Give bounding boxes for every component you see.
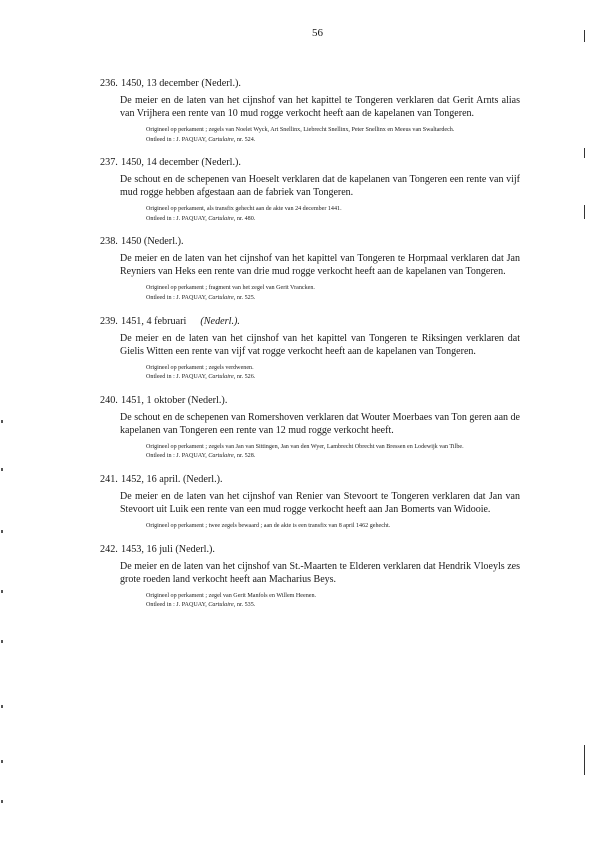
- entry-heading: [100, 156, 530, 169]
- entry-date: 1452, 16 april. (Nederl.).: [121, 473, 223, 485]
- source-note: Origineel op perkament ; fragment van het zegel van Gerit Vrancken.: [146, 285, 315, 292]
- scan-speck: [1, 530, 3, 533]
- edition-title: Cartulaire: [208, 294, 234, 301]
- edition-title: Cartulaire: [208, 453, 234, 460]
- list-item: [100, 473, 530, 532]
- edition-prefix: Ontleed in : J. PAQUAY,: [146, 602, 209, 609]
- list-item: [100, 394, 530, 462]
- entry-note: [146, 443, 526, 462]
- edition-prefix: Ontleed in : J. PAQUAY,: [146, 136, 209, 143]
- page-number: 56: [312, 27, 323, 39]
- scan-edge-marks: [584, 0, 588, 842]
- entry-note: [146, 592, 526, 611]
- entry-heading: [100, 543, 530, 556]
- entry-note: [146, 364, 526, 383]
- edition-reference: [146, 215, 526, 225]
- entry-summary: De meier en de laten van het cijnshof van het kapittel te Tongeren verklaren dat Gerit Arnts alias van Vrijhera een rente van 10 mud rogge verkocht heeft aan de kapelanen van Tongeren.: [120, 95, 520, 119]
- list-item: [100, 543, 530, 611]
- source-note: Origineel op perkament ; twee zegels bewaard ; aan de akte is een transfix van 8 april 1462 gehecht.: [146, 522, 391, 529]
- edition-reference: [146, 601, 526, 611]
- edition-suffix: , nr. 480.: [233, 215, 256, 222]
- source-note: Origineel op perkament ; zegel van Gerit Manfols en Willem Heenen.: [146, 592, 317, 599]
- scan-speck: [1, 420, 3, 423]
- entry-number: 238.: [100, 236, 118, 248]
- entry-note: [146, 126, 526, 145]
- entry-date: 1450, 13 december (Nederl.).: [121, 78, 241, 89]
- edition-suffix: , nr. 535.: [233, 602, 256, 609]
- entry-note: [146, 205, 526, 224]
- list-item: [100, 315, 530, 383]
- entry-number: 239.: [100, 315, 118, 327]
- entry-heading: [100, 473, 530, 486]
- scan-speck: [1, 705, 3, 708]
- edition-prefix: Ontleed in : J. PAQUAY,: [146, 215, 209, 222]
- edition-title: Cartulaire: [208, 374, 234, 381]
- entry-summary: De meier en de laten van het cijnshof van het kapittel van Tongeren te Horpmaal verklaren dat Jan Reyniers van Heks een rente van drie mud rogge verkocht heeft aan de kapelanen van Tongeren.: [120, 253, 520, 278]
- scan-mark: [584, 30, 585, 42]
- entry-number: 240.: [100, 394, 118, 406]
- list-item: [100, 156, 530, 224]
- entry-summary: De schout en de schepenen van Romershoven verklaren dat Wouter Moerbaes van Ton geren aan de kapelanen van Tongeren een rente van 12 mud rogge verkocht heeft.: [120, 411, 520, 436]
- entry-date: 1450, 14 december (Nederl.).: [121, 157, 241, 169]
- entry-summary: De meier en de laten van het cijnshof van Renier van Stevoort te Tongeren verklaren dat Jan van Stevoort uit Luik een rente van een mud rogge verkocht heeft aan Jan Bomerts van Widooie.: [120, 490, 520, 515]
- edition-title: Cartulaire: [208, 602, 234, 609]
- scan-left-edge-noise: [0, 0, 8, 842]
- source-note: Origineel op perkament, als transfix gehecht aan de akte van 24 december 1441.: [146, 206, 342, 213]
- entry-date: 1450 (Nederl.).: [121, 236, 184, 248]
- entry-summary: De schout en de schepenen van Hoeselt verklaren dat de kapelanen van Tongeren een rente van vijf mud rogge hebben afgestaan aan de fabriek van Tongeren.: [120, 174, 520, 199]
- entry-summary: De meier en de laten van het cijnshof van het kapittel van Tongeren te Riksingen verklaren dat Gielis Witten een rente van vijf vat rogge verkocht heeft aan de kapelanen van Tongeren.: [120, 332, 520, 357]
- edition-reference: [146, 294, 526, 304]
- entry-list: [100, 77, 530, 622]
- edition-prefix: Ontleed in : J. PAQUAY,: [146, 453, 209, 460]
- scan-speck: [1, 800, 3, 803]
- edition-reference: [146, 373, 526, 383]
- edition-suffix: , nr. 524.: [233, 136, 256, 143]
- source-note: Origineel op perkament ; zegels van Noelet Wyck, Art Snellinx, Liebrecht Snellinx, Peter Snellinx en Meeus van Swaltardech.: [146, 127, 455, 133]
- edition-reference: [146, 452, 526, 462]
- scan-speck: [1, 640, 3, 643]
- scan-speck: [1, 590, 3, 593]
- edition-prefix: Ontleed in : J. PAQUAY,: [146, 374, 209, 381]
- scan-speck: [1, 760, 3, 763]
- entry-heading: [100, 315, 530, 328]
- edition-title: Cartulaire: [208, 136, 234, 143]
- entry-number: 241.: [100, 473, 118, 485]
- edition-title: Cartulaire: [208, 215, 234, 222]
- edition-prefix: Ontleed in : J. PAQUAY,: [146, 294, 209, 301]
- edition-suffix: , nr. 526.: [233, 374, 256, 381]
- scan-speck: [1, 468, 3, 471]
- entry-note: [146, 522, 526, 532]
- entry-summary: De meier en de laten van het cijnshof van St.-Maarten te Elderen verklaren dat Hendrik Vloeyls zes grote roeden land verkocht heeft aan Macharius Beys.: [120, 560, 520, 585]
- entry-date: 1451, 4 februari: [121, 315, 187, 327]
- edition-suffix: , nr. 528.: [233, 453, 256, 460]
- scan-mark: [584, 205, 585, 219]
- entry-language: (Nederl.).: [200, 315, 240, 327]
- scan-mark: [584, 148, 585, 158]
- entry-number: 242.: [100, 543, 118, 555]
- entry-heading: [100, 77, 530, 90]
- edition-suffix: , nr. 525.: [233, 294, 256, 301]
- scan-mark: [584, 745, 585, 775]
- entry-date: 1453, 16 juli (Nederl.).: [121, 543, 215, 555]
- entry-heading: [100, 235, 530, 248]
- source-note: Origineel op perkament ; zegels van Jan van Sittingen, Jan van den Wyer, Lambrecht Obrecht van Bressen en Lodewijk van Tilbe.: [146, 443, 464, 450]
- list-item: [100, 235, 530, 303]
- edition-reference: [146, 136, 526, 146]
- entry-heading: [100, 394, 530, 407]
- source-note: Origineel op perkament ; zegels verdwenen.: [146, 364, 254, 371]
- list-item: [100, 77, 530, 145]
- entry-number: 237.: [100, 157, 118, 169]
- entry-note: [146, 284, 526, 303]
- entry-date: 1451, 1 oktober (Nederl.).: [121, 394, 228, 406]
- entry-number: 236.: [100, 78, 118, 89]
